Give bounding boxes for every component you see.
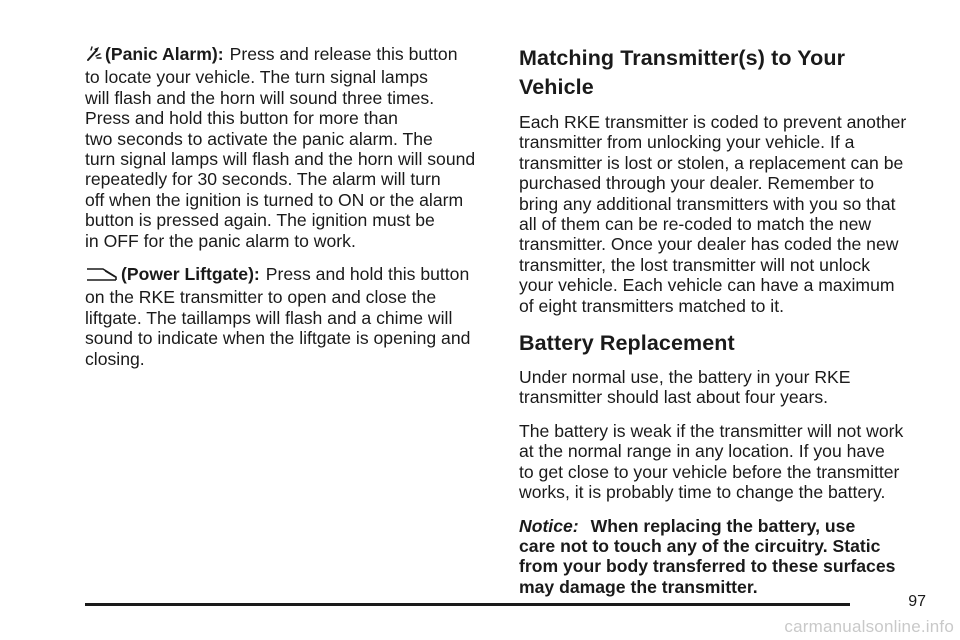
power-liftgate-line-2: on the RKE transmitter to open and close the	[85, 287, 437, 308]
matching-heading-line-2: Vehicle	[519, 75, 594, 99]
battery-p1-line-2: transmitter should last about four years.	[519, 387, 829, 408]
right-column	[519, 44, 931, 610]
panic-alarm-line-6: turn signal lamps will flash and the horn will sound	[85, 149, 476, 170]
matching-paragraph	[519, 112, 931, 316]
power-liftgate-line-1	[85, 264, 495, 287]
battery-p1-line-1: Under normal use, the battery in your RKE	[519, 367, 851, 388]
battery-p2-line-4: works, it is probably time to change the battery.	[519, 482, 886, 503]
left-column	[85, 44, 495, 382]
panic-alarm-line-1	[85, 44, 495, 67]
battery-p2-line-3: to get close to your vehicle before the transmitter	[519, 461, 900, 482]
panic-alarm-text: Press and release this button	[229, 44, 458, 64]
battery-replacement-heading: Battery Replacement	[519, 331, 735, 356]
matching-line-5: bring any additional transmitters with you so that	[519, 193, 896, 214]
notice-text: When replacing the battery, use	[590, 515, 856, 536]
power-liftgate-term: (Power Liftgate):	[121, 264, 260, 285]
matching-line-1: Each RKE transmitter is coded to prevent another	[519, 112, 907, 132]
matching-transmitters-heading	[519, 44, 931, 102]
notice-label: Notice:	[519, 515, 579, 536]
power-liftgate-line-4: sound to indicate when the liftgate is opening and	[85, 328, 471, 349]
notice-paragraph	[519, 516, 931, 598]
matching-line-2: transmitter from unlocking your vehicle. If a	[519, 132, 855, 153]
power-liftgate-line-5: closing.	[85, 348, 145, 369]
battery-paragraph-2	[519, 421, 931, 503]
matching-line-4: purchased through your dealer. Remember to	[519, 173, 875, 194]
panic-alarm-paragraph	[85, 44, 495, 251]
power-liftgate-paragraph	[85, 264, 495, 369]
power-liftgate-icon	[85, 265, 119, 287]
battery-p2-line-2: at the normal range in any location. If you have	[519, 441, 885, 462]
matching-line-3: transmitter is lost or stolen, a replacement can be	[519, 152, 904, 173]
panic-alarm-line-3: will flash and the horn will sound three times.	[85, 87, 435, 108]
battery-paragraph-1	[519, 367, 931, 408]
notice-line-4: may damage the transmitter.	[519, 576, 758, 597]
matching-line-7: transmitter. Once your dealer has coded the new	[519, 234, 899, 255]
panic-alarm-line-8: off when the ignition is turned to ON or the alarm	[85, 189, 464, 210]
footer-rule	[85, 603, 850, 606]
notice-line-2: care not to touch any of the circuitry. Static	[519, 535, 881, 556]
matching-line-8: transmitter, the lost transmitter will not unlock	[519, 254, 871, 275]
battery-p2-line-1: The battery is weak if the transmitter will not work	[519, 420, 904, 441]
page-number: 97	[908, 593, 926, 610]
panic-alarm-icon	[85, 45, 103, 67]
notice-line-1	[519, 516, 931, 536]
panic-alarm-line-2: to locate your vehicle. The turn signal lamps	[85, 67, 428, 88]
power-liftgate-text: Press and hold this button	[265, 264, 470, 285]
power-liftgate-line-3: liftgate. The taillamps will flash and a chime will	[85, 307, 453, 328]
panic-alarm-line-7: repeatedly for 30 seconds. The alarm will turn	[85, 169, 441, 190]
watermark: carmanualsonline.info	[784, 617, 954, 636]
matching-line-6: all of them can be re-coded to match the new	[519, 214, 872, 235]
matching-heading-line-1: Matching Transmitter(s) to Your	[519, 46, 846, 70]
panic-alarm-line-4: Press and hold this button for more than	[85, 108, 398, 129]
notice-line-3: from your body transferred to these surfaces	[519, 556, 896, 577]
panic-alarm-term: (Panic Alarm):	[105, 44, 224, 64]
panic-alarm-line-9: button is pressed again. The ignition must be	[85, 210, 435, 231]
panic-alarm-line-10: in OFF for the panic alarm to work.	[85, 230, 356, 251]
matching-line-10: of eight transmitters matched to it.	[519, 295, 784, 316]
matching-line-9: your vehicle. Each vehicle can have a maximum	[519, 275, 895, 296]
panic-alarm-line-5: two seconds to activate the panic alarm. The	[85, 128, 433, 149]
